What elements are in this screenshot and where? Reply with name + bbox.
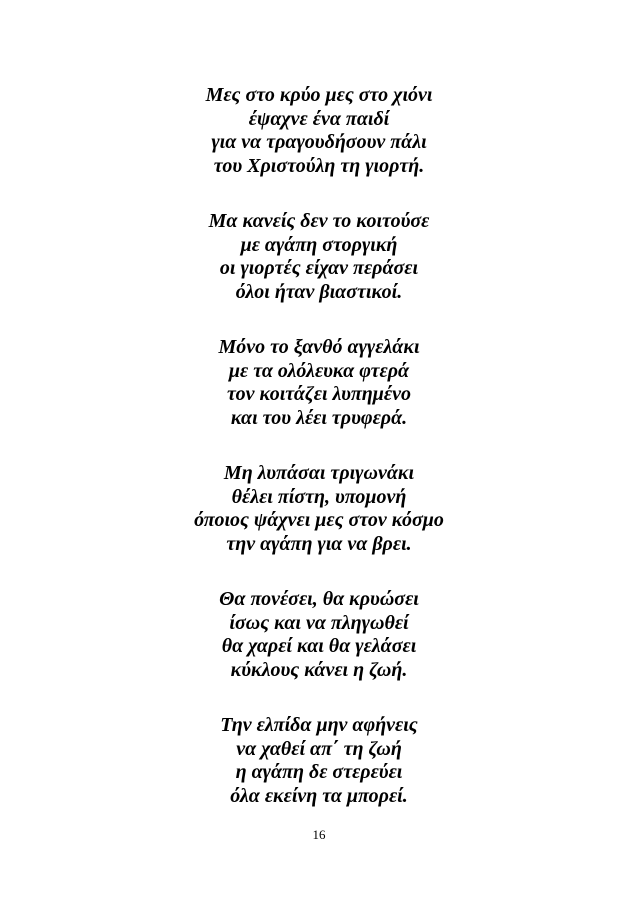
poem-line: ίσως και να πληγωθεί [229,611,409,634]
poem-line: να χαθεί απ΄ τη ζωή [236,737,402,760]
poem [0,84,638,808]
stanza [0,462,638,556]
poem-line: όλοι ήταν βιαστικοί. [235,280,403,303]
stanza [0,588,638,682]
poem-line: Μόνο το ξανθό αγγελάκι [218,336,420,358]
poem-line: όποιος ψάχνει μες στον κόσμο [194,509,444,531]
poem-line: η αγάπη δε στερεύει [235,761,403,783]
poem-line: Μα κανείς δεν το κοιτούσε [208,210,430,232]
poem-line: την αγάπη για να βρει. [226,532,412,555]
page-number: 16 [312,827,326,842]
poem-line: με αγάπη στοργική [240,233,398,256]
poem-line: οι γιορτές είχαν περάσει [219,257,419,279]
poem-line: με τα ολόλευκα φτερά [228,359,410,382]
poem-line: έψαχνε ένα παιδί [248,107,390,130]
stanza [0,84,638,178]
poem-line: όλα εκείνη τα μπορεί. [230,784,408,807]
poem-line: Την ελπίδα μην αφήνεις [220,714,418,736]
poem-line: για να τραγουδήσουν πάλι [211,131,427,153]
poem-line: του Χριστούλη τη γιορτή. [213,154,425,177]
stanza [0,714,638,808]
poem-line: τον κοιτάζει λυπημένο [227,383,411,405]
poem-line: θα χαρεί και θα γελάσει [221,635,417,657]
poem-line: Μες στο κρύο μες στο χιόνι [205,84,433,106]
poem-line: Μη λυπάσαι τριγωνάκι [223,462,415,484]
stanza [0,210,638,304]
poem-line: κύκλους κάνει η ζωή. [230,658,408,681]
poem-line: Θα πονέσει, θα κρυώσει [219,588,419,610]
stanza [0,336,638,430]
poem-line: θέλει πίστη, υπομονή [231,485,407,508]
poem-line: και του λέει τρυφερά. [230,406,408,429]
